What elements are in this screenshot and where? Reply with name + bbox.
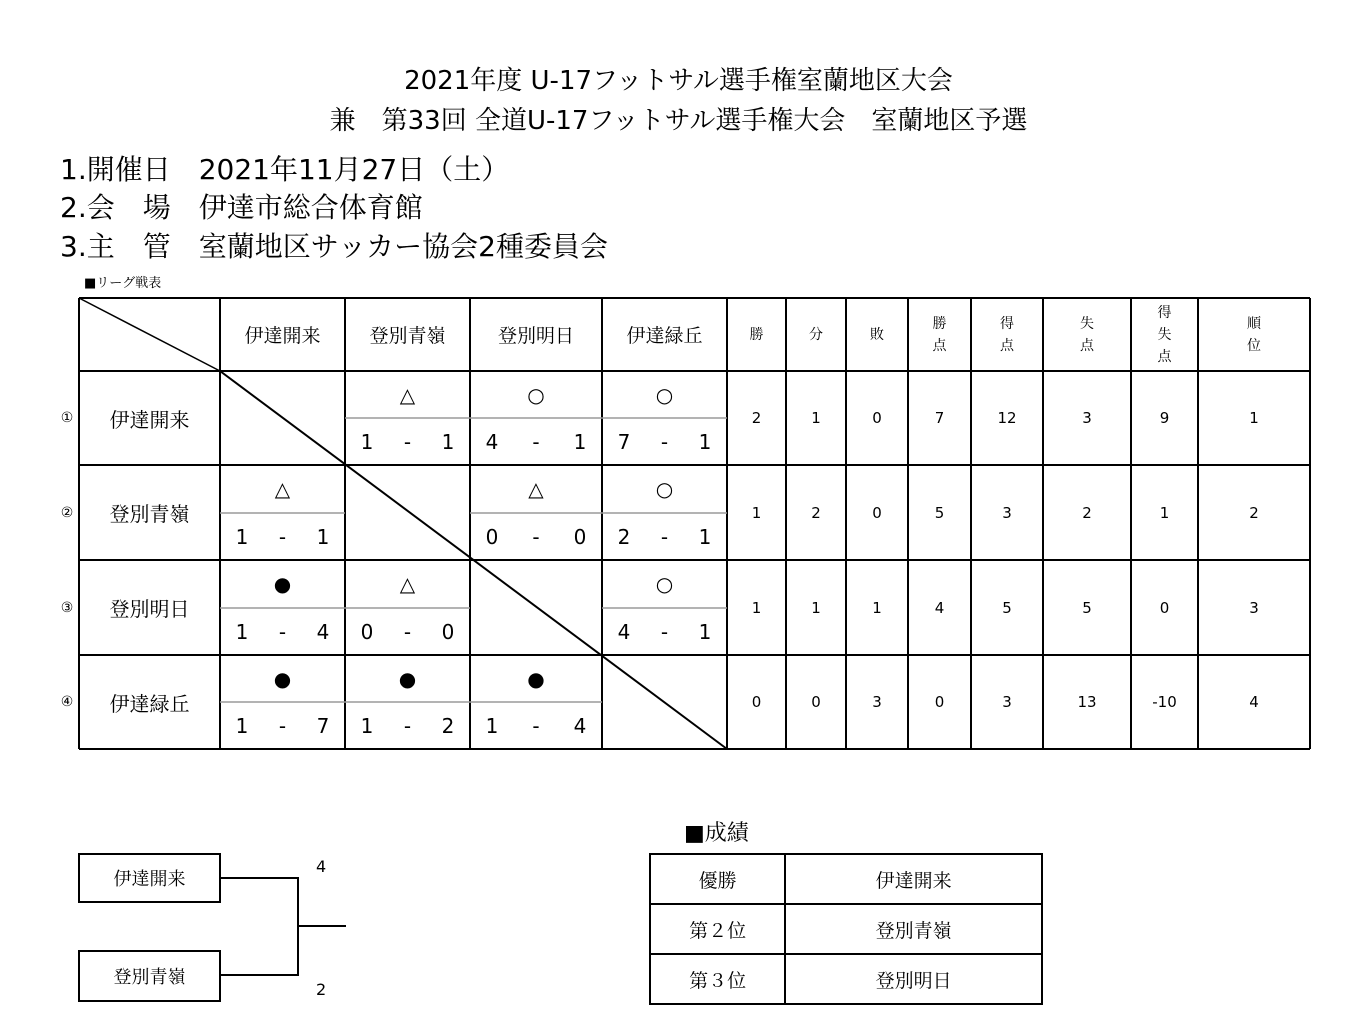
match-result-mark: ○: [655, 477, 674, 501]
header-team-1: 伊達開来: [244, 325, 321, 347]
row-team-name: 登別明日: [109, 597, 190, 621]
row-stat-value: 13: [1077, 693, 1097, 711]
row-stat-value: 4: [934, 598, 945, 617]
results-row: [650, 854, 1042, 904]
row-stat-value: 0: [751, 693, 762, 711]
result-team: 伊達開来: [785, 854, 1042, 904]
row-stat-value: 1: [751, 598, 762, 617]
results-row: [650, 954, 1042, 1004]
match-score-home: 1: [235, 713, 249, 738]
row-stat-value: 2: [811, 503, 821, 522]
match-result-mark: ●: [398, 666, 417, 691]
header-stat-1: 勝: [749, 326, 764, 343]
row-stat-value: 9: [1159, 409, 1170, 427]
match-score-home: 0: [360, 619, 374, 644]
row-stat-value: 0: [1159, 598, 1170, 617]
header-team-3: 登別明日: [497, 325, 574, 347]
league-table-label: ■リーグ戦表: [84, 276, 162, 291]
match-score-away: 1: [573, 429, 587, 454]
row-stat-value: 3: [1002, 503, 1012, 522]
row-stat-value: 1: [751, 503, 762, 522]
match-score-dash: -: [278, 713, 287, 738]
match-score-home: 4: [617, 619, 631, 644]
row-stat-value: 5: [1082, 598, 1092, 617]
header-stat-2: 分: [809, 326, 823, 343]
row-stat-value: 3: [1249, 598, 1259, 617]
result-rank: 第２位: [650, 904, 785, 954]
row-team-name: 登別青嶺: [109, 502, 190, 526]
header-team-4: 伊達緑丘: [626, 325, 703, 347]
match-result-mark: ●: [527, 666, 545, 691]
row-number: ④: [60, 694, 74, 710]
match-score-dash: -: [278, 619, 287, 644]
row-stat-value: 0: [934, 693, 945, 711]
match-score-away: 0: [441, 619, 455, 644]
row-stat-value: -10: [1152, 693, 1177, 711]
event-venue: 2.会 場 伊達市総合体育館: [60, 191, 423, 224]
header-stat-3: 敗: [870, 326, 884, 343]
match-result-mark: △: [274, 477, 291, 501]
row-stat-value: 3: [872, 693, 882, 711]
match-score-home: 1: [235, 524, 249, 549]
row-stat-value: 12: [997, 409, 1017, 427]
match-score-home: 0: [485, 524, 499, 549]
match-result-mark: ○: [527, 382, 545, 407]
match-score-away: 7: [316, 713, 330, 738]
row-stat-value: 3: [1082, 409, 1092, 427]
row-stat-value: 1: [1159, 503, 1170, 522]
match-result-mark: ●: [273, 666, 292, 691]
match-result-mark: ●: [273, 572, 292, 596]
match-score-home: 1: [235, 619, 249, 644]
match-score-home: 7: [617, 429, 631, 454]
match-score-away: 4: [573, 713, 587, 738]
result-team: 登別青嶺: [785, 904, 1042, 954]
results-title: ■成績: [684, 821, 749, 846]
match-score-home: 2: [617, 524, 631, 549]
match-score-dash: -: [532, 713, 540, 738]
result-rank: 優勝: [650, 854, 785, 904]
row-stat-value: 5: [1002, 598, 1012, 617]
match-score-away: 0: [573, 524, 587, 549]
result-team: 登別明日: [785, 954, 1042, 1004]
results-table: [649, 853, 1043, 1005]
event-date: 1.開催日 2021年11月27日（土）: [60, 153, 510, 186]
row-stat-value: 5: [934, 503, 945, 522]
row-stat-value: 7: [934, 409, 945, 427]
match-result-mark: △: [399, 572, 416, 596]
match-score-home: 1: [360, 429, 374, 454]
match-result-mark: △: [399, 382, 416, 407]
row-team-name: 伊達開来: [109, 407, 190, 432]
row-stat-value: 1: [872, 598, 882, 617]
result-rank: 第３位: [650, 954, 785, 1004]
row-stat-value: 1: [811, 598, 821, 617]
match-score-away: 1: [698, 619, 712, 644]
row-team-name: 伊達緑丘: [109, 691, 190, 716]
header-team-2: 登別青嶺: [369, 325, 446, 347]
row-stat-value: 2: [1249, 503, 1259, 522]
row-stat-value: 2: [751, 409, 762, 427]
match-result-mark: △: [528, 477, 544, 501]
match-score-dash: -: [532, 524, 540, 549]
header-stat-5: 得 点: [1000, 315, 1014, 354]
match-score-away: 2: [441, 713, 455, 738]
header-stat-7: 得 失 点: [1157, 304, 1172, 365]
bracket-team-top: 伊達開来: [78, 853, 221, 903]
page-subtitle: 兼 第33回 全道U-17フットサル選手権大会 室蘭地区予選: [329, 106, 1028, 136]
header-stat-8: 順 位: [1247, 315, 1261, 354]
match-score-dash: -: [278, 524, 287, 549]
match-score-away: 1: [316, 524, 330, 549]
header-stat-6: 失 点: [1080, 315, 1094, 354]
match-score-away: 1: [698, 429, 712, 454]
row-stat-value: 1: [1249, 409, 1259, 427]
bracket-team-bottom: 登別青嶺: [78, 950, 221, 1002]
row-number: ③: [60, 599, 74, 616]
match-score-away: 1: [441, 429, 455, 454]
match-score-dash: -: [403, 713, 412, 738]
row-stat-value: 3: [1002, 693, 1012, 711]
row-stat-value: 2: [1082, 503, 1092, 522]
row-stat-value: 4: [1249, 693, 1259, 711]
match-score-home: 1: [360, 713, 374, 738]
row-stat-value: 0: [811, 693, 821, 711]
row-stat-value: 0: [872, 503, 882, 522]
row-number: ②: [60, 504, 74, 521]
match-score-dash: -: [660, 524, 669, 549]
page-title: 2021年度 U-17フットサル選手権室蘭地区大会: [404, 66, 953, 96]
row-stat-value: 1: [811, 409, 821, 427]
match-score-dash: -: [660, 619, 669, 644]
row-stat-value: 0: [872, 409, 882, 427]
match-score-home: 4: [485, 429, 499, 454]
match-result-mark: ○: [655, 382, 674, 407]
bracket-score-bottom: 2: [316, 980, 327, 999]
match-score-dash: -: [403, 619, 412, 644]
match-score-dash: -: [660, 429, 669, 454]
match-score-away: 4: [316, 619, 330, 644]
event-organizer: 3.主 管 室蘭地区サッカー協会2種委員会: [60, 230, 608, 263]
match-result-mark: ○: [655, 572, 674, 596]
results-row: [650, 904, 1042, 954]
row-number: ①: [60, 410, 74, 426]
header-stat-4: 勝 点: [932, 315, 947, 354]
match-score-away: 1: [698, 524, 712, 549]
match-score-dash: -: [403, 429, 412, 454]
match-score-dash: -: [532, 429, 540, 454]
bracket-score-top: 4: [316, 857, 327, 876]
match-score-home: 1: [485, 713, 499, 738]
